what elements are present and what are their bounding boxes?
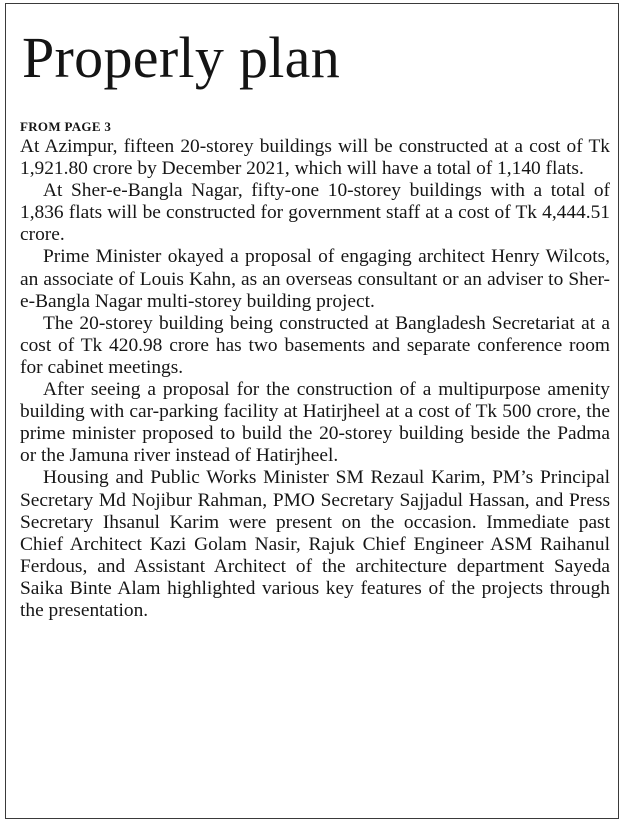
paragraph-2: At Sher-e-Bangla Nagar, fifty-one 10-storey buildings with a total of 1,836 flats will be constructed for government staff at a cost of Tk 4,444.51 crore. bbox=[20, 180, 610, 246]
paragraph-5: After seeing a proposal for the construction of a multipurpose amenity building with car-parking facility at Hatirjheel at a cost of Tk 500 crore, the prime minister proposed to build the 20-storey building beside the Padma or the Jamuna river instead of Hatirjheel. bbox=[20, 379, 610, 467]
paragraph-1: At Azimpur, fifteen 20-storey buildings will be constructed at a cost of Tk 1,921.80 crore by December 2021, which will have a total of 1,140 flats. bbox=[20, 136, 610, 180]
jump-line: FROM PAGE 3 bbox=[20, 119, 112, 134]
frame-right-rule bbox=[618, 3, 619, 819]
frame-top-rule bbox=[5, 3, 619, 4]
paragraph-3: Prime Minister okayed a proposal of engaging architect Henry Wilcots, an associate of Louis Kahn, as an overseas consultant or an adviser to Sher-e-Bangla Nagar multi-storey building project. bbox=[20, 246, 610, 312]
headline: Properly plan bbox=[22, 25, 341, 90]
frame-left-rule bbox=[5, 3, 6, 819]
paragraph-4: The 20-storey building being constructed at Bangladesh Secretariat at a cost of Tk 420.98 crore has two basements and separate conference room for cabinet meetings. bbox=[20, 312, 610, 378]
frame-bottom-rule bbox=[5, 818, 619, 819]
paragraph-6: Housing and Public Works Minister SM Rezaul Karim, PM’s Principal Secretary Md Nojibur Rahman, PMO Secretary Sajjadul Hassan, and Press Secretary Ihsanul Karim were present on the occasion. Immediate past Chief Architect Kazi Golam Nasir, Rajuk Chief Engineer ASM Raihanul Ferdous, and Assistant Architect of the architecture department Sayeda Saika Binte Alam highlighted various key features of the projects through the presentation. bbox=[20, 467, 610, 621]
article-body bbox=[20, 118, 610, 622]
